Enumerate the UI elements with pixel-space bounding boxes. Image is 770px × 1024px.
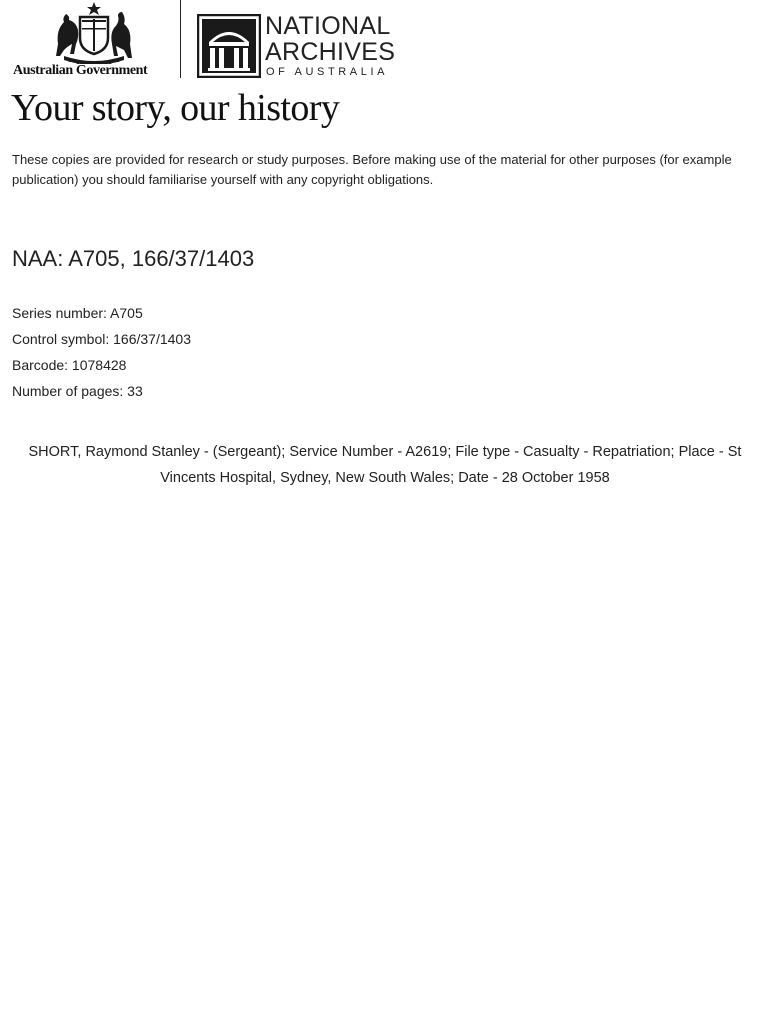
header-divider bbox=[180, 0, 181, 78]
government-branding bbox=[10, 0, 170, 82]
archives-name-line3: OF AUSTRALIA bbox=[266, 66, 389, 78]
archives-name-line2: ARCHIVES bbox=[265, 38, 396, 66]
control-symbol: Control symbol: 166/37/1403 bbox=[12, 331, 191, 347]
page-header bbox=[0, 0, 770, 82]
record-metadata bbox=[12, 303, 191, 407]
series-number: Series number: A705 bbox=[12, 305, 143, 321]
government-name: Australian Government bbox=[13, 63, 148, 78]
barcode: Barcode: 1078428 bbox=[12, 357, 127, 373]
coat-of-arms-icon bbox=[50, 0, 138, 64]
tagline: Your story, our history bbox=[11, 87, 340, 129]
record-description: SHORT, Raymond Stanley - (Sergeant); Service Number - A2619; File type - Casualty - Repatriation; Place - St Vincents Hospital, Sydney, New South Wales; Date - 28 October 1958 bbox=[28, 444, 742, 486]
copyright-notice: These copies are provided for research or study purposes. Before making use of the material for other purposes (for example publication) you should familiarise yourself with any copyright obligations. bbox=[12, 152, 732, 187]
archives-building-icon bbox=[197, 14, 261, 78]
archives-name-line1: NATIONAL bbox=[265, 12, 391, 40]
number-of-pages: Number of pages: 33 bbox=[12, 383, 143, 399]
record-title: NAA: A705, 166/37/1403 bbox=[12, 246, 255, 271]
